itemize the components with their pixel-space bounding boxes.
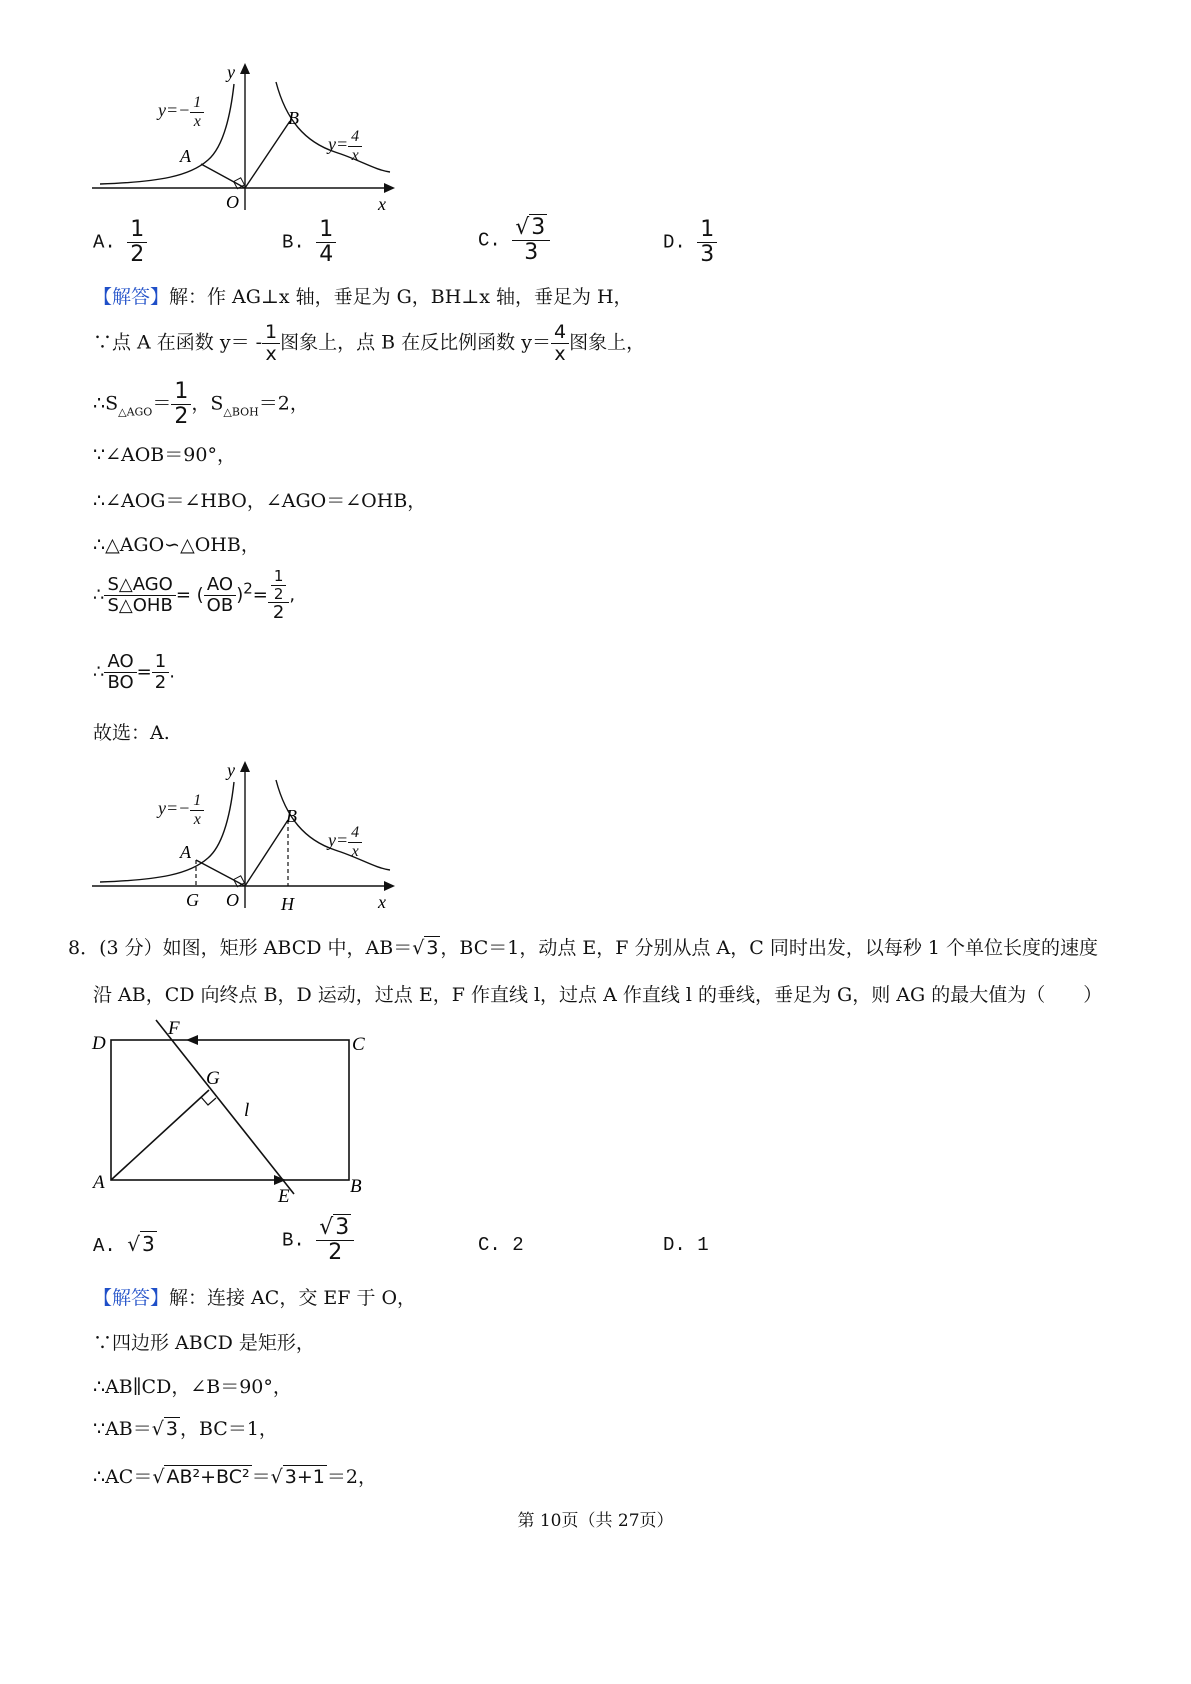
- q7-solution-line8: ∴ $\frac{AO}{BO}$ = $\frac{1}{2}$ .: [93, 651, 175, 693]
- y-arrow: [240, 63, 250, 74]
- svg-text:E: E: [278, 1186, 290, 1207]
- graph-2: [90, 758, 420, 918]
- svg-text:F: F: [168, 1018, 180, 1039]
- q8-option-d: D. 1: [663, 1234, 709, 1256]
- q7-option-b: B. $\frac{1}{4}$: [282, 218, 336, 267]
- y-label: y: [227, 62, 235, 82]
- curve-left-eq-2: y=− $\frac{1}{x}$: [158, 792, 204, 828]
- svg-text:G: G: [206, 1068, 220, 1089]
- svg-text:x: x: [378, 892, 386, 912]
- segment-ag: [111, 1090, 209, 1180]
- q7-solution-line5: ∴∠AOG＝∠HBO，∠AGO＝∠OHB，: [93, 490, 427, 512]
- line-l: [156, 1020, 294, 1194]
- svg-text:G: G: [186, 890, 199, 910]
- q8-line1: 8．(3 分）如图，矩形 ABCD 中，AB＝√ 3 ，BC＝1，动点 E，F 分别从点 A，C 同时出发，以每秒 1 个单位长度的速度: [68, 937, 1098, 959]
- arrow-f: [186, 1035, 198, 1045]
- origin-label: O: [226, 192, 239, 212]
- q7-solution-line7: ∴ $\frac{\text{S△AGO}}{\text{S△OHB}}$ = ( $\frac{AO}{OB}$ )$^2$= $\frac{\frac{1}{2}}{2}$ ,: [93, 567, 296, 623]
- curve-right-eq-2: y= $\frac{4}{x}$: [328, 824, 362, 860]
- x-label: x: [378, 194, 386, 214]
- svg-text:C: C: [352, 1034, 365, 1055]
- q7-option-a: A. $\frac{1}{2}$: [93, 218, 147, 267]
- svg-text:H: H: [281, 894, 294, 914]
- q7-option-c: C. $\frac{√3}{3}$: [478, 216, 550, 265]
- q8-option-b: B. $\frac{√3}{2}$: [282, 1216, 354, 1265]
- q7-option-d: D. $\frac{1}{3}$: [663, 218, 717, 267]
- q7-solution-line1: 【解答】解：作 AG⊥x 轴，垂足为 G，BH⊥x 轴，垂足为 H，: [93, 286, 633, 308]
- page-footer: 第 10页（共 27页）: [517, 1511, 674, 1531]
- q8-solution-line2: ∵四边形 ABCD 是矩形，: [93, 1332, 315, 1354]
- q8-option-c: C. 2: [478, 1234, 524, 1256]
- svg-text:A: A: [93, 1172, 105, 1193]
- q8-solution-line3: ∴AB∥CD，∠B＝90°，: [93, 1376, 292, 1398]
- q8-solution-line5: ∴AC＝√ AB²+BC² ＝√ 3+1 ＝2，: [93, 1466, 377, 1488]
- graph-1: [90, 60, 420, 220]
- point-a-label: A: [180, 146, 191, 166]
- rect-figure: [88, 1012, 388, 1212]
- q7-solution-line9: 故选：A.: [93, 722, 170, 744]
- svg-text:B: B: [350, 1176, 362, 1197]
- q7-solution-line2: ∵点 A 在函数 y＝ - $\frac{1}{x}$ 图象上，点 B 在反比例函数 y＝ $\frac{4}{x}$ 图象上，: [93, 321, 646, 365]
- x-arrow: [384, 183, 395, 193]
- svg-text:D: D: [92, 1033, 106, 1054]
- svg-text:l: l: [244, 1100, 250, 1121]
- svg-text:B: B: [286, 806, 297, 826]
- q7-solution-line4: ∵∠AOB＝90°，: [93, 444, 236, 466]
- svg-text:O: O: [226, 890, 239, 910]
- curve-left-eq: y=− $\frac{1}{x}$: [158, 94, 204, 130]
- svg-text:A: A: [180, 842, 191, 862]
- q8-option-a: A. √ 3: [93, 1232, 155, 1257]
- point-b-label: B: [288, 108, 299, 128]
- q8-line2: 沿 AB，CD 向终点 B，D 运动，过点 E，F 作直线 l，过点 A 作直线 l 的垂线，垂足为 G，则 AG 的最大值为（ ）: [93, 984, 1103, 1006]
- answer-tag-2: 【解答】: [93, 1287, 170, 1309]
- q7-solution-line3: $\therefore S_{\triangle AGO}=$ $\frac{1}{2}$ ，$S_{\triangle BOH}=2$，: [93, 379, 309, 430]
- answer-tag: 【解答】: [93, 286, 170, 308]
- q8-solution-line4: ∵AB＝√ 3 ，BC＝1，: [93, 1418, 278, 1440]
- q8-solution-line1: 【解答】解：连接 AC，交 EF 于 O，: [93, 1287, 417, 1309]
- svg-text:y: y: [227, 760, 235, 780]
- q7-solution-line6: ∴△AGO∽△OHB，: [93, 534, 260, 556]
- curve-right-eq: y= $\frac{4}{x}$: [328, 128, 362, 164]
